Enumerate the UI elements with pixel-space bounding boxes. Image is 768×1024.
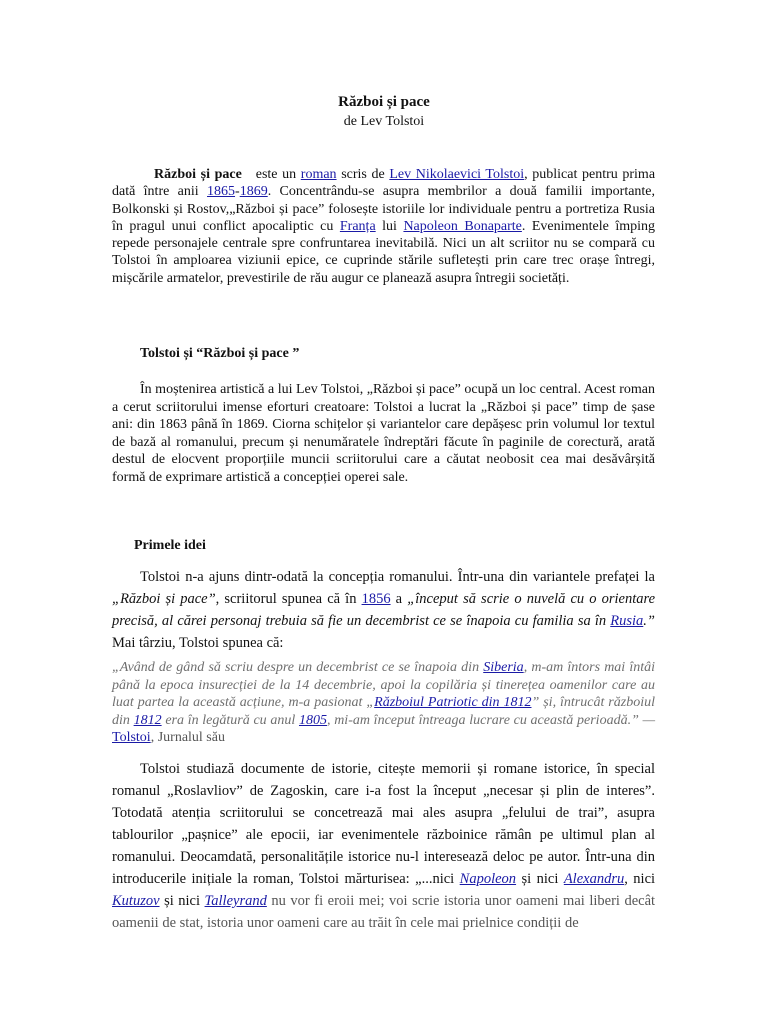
document-title: Război și pace [338, 94, 430, 110]
quote-text: „Având de gând să scriu despre un decembrist ce se înapoia din [112, 660, 480, 675]
section1-text: În moștenirea artistică a lui Lev Tolstoi, „Război și pace” ocupă un loc central. Acest roman a cerut scriitorului imense eforturi creatoare: Tolstoi a lucrat la „Război și pace” timp de șase ani: din 1863 până în 1869. Ciorna schițelor și variantelor care depășesc prin volumul lor textul de bază al romanului, precum și nenumăratele îndreptări făcute în paginile de corectură, arată destul de elocvent proporțiile muncii scriitorului care a căutat neobosit cea mai desăvârșită formă de exprimare artistică a concepției operei sale. [112, 382, 655, 485]
p2-text: Tolstoi studiază documente de istorie, citește memorii și romane istorice, în special romanul „Roslavliov” de Zagoskin, care i-a fost la început „necesar și plin de interes”. Totodată atenția scriitorului se concetrează mai ales asupra „felului de trai”, asupra tablourilor „pașnice” ale epocii, iar evenimentele războinice rămân pe ultimul plan al romanului. Deocamdată, personalitățile istorice nu-l interesează deloc pe autor. Într-una din introducerile inițiale la roman, Tolstoi mărturisea: „...nici [112, 761, 655, 887]
quote-text: , mi-am început întreaga lucrare cu această perioadă.” — [326, 712, 656, 728]
quote-source: , Jurnalul său [150, 730, 225, 746]
section-heading-primele-idei: Primele idei [134, 538, 206, 553]
link-siberia[interactable]: Siberia [483, 660, 524, 675]
section2-paragraph-1 [112, 566, 655, 654]
p1-text: , scriitorul spunea că în [215, 591, 357, 607]
p2-text: , nici [624, 871, 656, 887]
link-roman[interactable]: roman [300, 167, 337, 182]
link-alexandru[interactable]: Alexandru [563, 871, 625, 887]
p1-italic: „Război și pace” [112, 591, 216, 607]
p1-italic: „început să scrie o nuvelă cu o orientare precisă, al cărei personaj trebuia să fie un decembrist ce se înapoia cu familia sa în [112, 591, 656, 629]
link-napoleon[interactable]: Napoleon [459, 871, 517, 887]
link-1812[interactable]: 1812 [133, 712, 162, 728]
section2-paragraph-2 [112, 758, 655, 934]
document-subtitle: de Lev Tolstoi [343, 114, 425, 129]
link-author[interactable]: Lev Nikolaevici Tolstoi [389, 167, 525, 182]
intro-text: , publicat pentru prima dată între anii [112, 167, 656, 200]
intro-text: . Concentrându-se asupra membrilor a două familii importante, Bolkonski și Rostov,„Război și pace” folosește istoriile lor individuale pentru a portretiza Rusia în pragul unui conflict apocaliptic cu [112, 184, 656, 234]
link-rusia[interactable]: Rusia [610, 613, 644, 629]
quote-text: ” și, întrucât războiul din [112, 695, 655, 728]
section1-paragraph [112, 381, 655, 486]
link-kutuzov[interactable]: Kutuzov [112, 893, 160, 909]
link-talleyrand[interactable]: Talleyrand [204, 893, 267, 909]
p2-text: și nici [164, 893, 201, 909]
section-heading-tolstoi: Tolstoi și “Război și pace ” [140, 346, 300, 361]
intro-text: . Evenimentele împing repede personajele centrale spre confruntarea inevitabilă. Nici un alt scriitor nu se compară cu Tolstoi în amploarea viziunii epice, ce cuprinde stările sufletești prin care trec orașe întregi, mișcările armatelor, prevestirile de rău augur ce planează asupra întregii societăți. [112, 218, 656, 286]
link-franta[interactable]: Franța [339, 218, 376, 234]
p1-text: Tolstoi n-a ajuns dintr-odată la concepția romanului. Într-una din variantele prefaței la [140, 569, 655, 585]
link-tolstoi[interactable]: Tolstoi [112, 730, 151, 746]
intro-paragraph [112, 166, 655, 287]
p1-text: Mai târziu, Tolstoi spunea că: [112, 635, 284, 651]
quote-text: , m-am întors mai întâi până la epoca insurecției de la 14 decembrie, apoi la copilăria și tinerețea oamenilor care au luat partea la această acțiune, m-a pasionat „ [112, 660, 656, 711]
link-razboiul-patriotic[interactable]: Războiul Patriotic din 1812 [374, 695, 532, 711]
intro-text: scris de [341, 167, 385, 182]
p2-text: nu vor fi eroii mei; voi scrie istoria unor oameni mai liberi decât oamenii de stat, istoria unor oameni care au trăit în cele mai prielnice condiții de [112, 893, 656, 931]
intro-dash: - [235, 184, 240, 200]
link-1805[interactable]: 1805 [298, 712, 327, 728]
tolstoi-quote [112, 659, 655, 747]
link-1865[interactable]: 1865 [207, 184, 236, 200]
quote-text: era în legătură cu anul [165, 712, 296, 728]
intro-text: este un [255, 167, 297, 182]
p1-italic: .” [643, 613, 655, 629]
intro-lead: Război și pace [154, 167, 242, 182]
link-napoleon-bonaparte[interactable]: Napoleon Bonaparte [403, 218, 522, 234]
intro-text: lui [382, 218, 397, 234]
p1-text: a [395, 591, 403, 607]
link-1869[interactable]: 1869 [239, 184, 268, 200]
p2-text: și nici [521, 871, 559, 887]
link-1856[interactable]: 1856 [361, 591, 391, 607]
